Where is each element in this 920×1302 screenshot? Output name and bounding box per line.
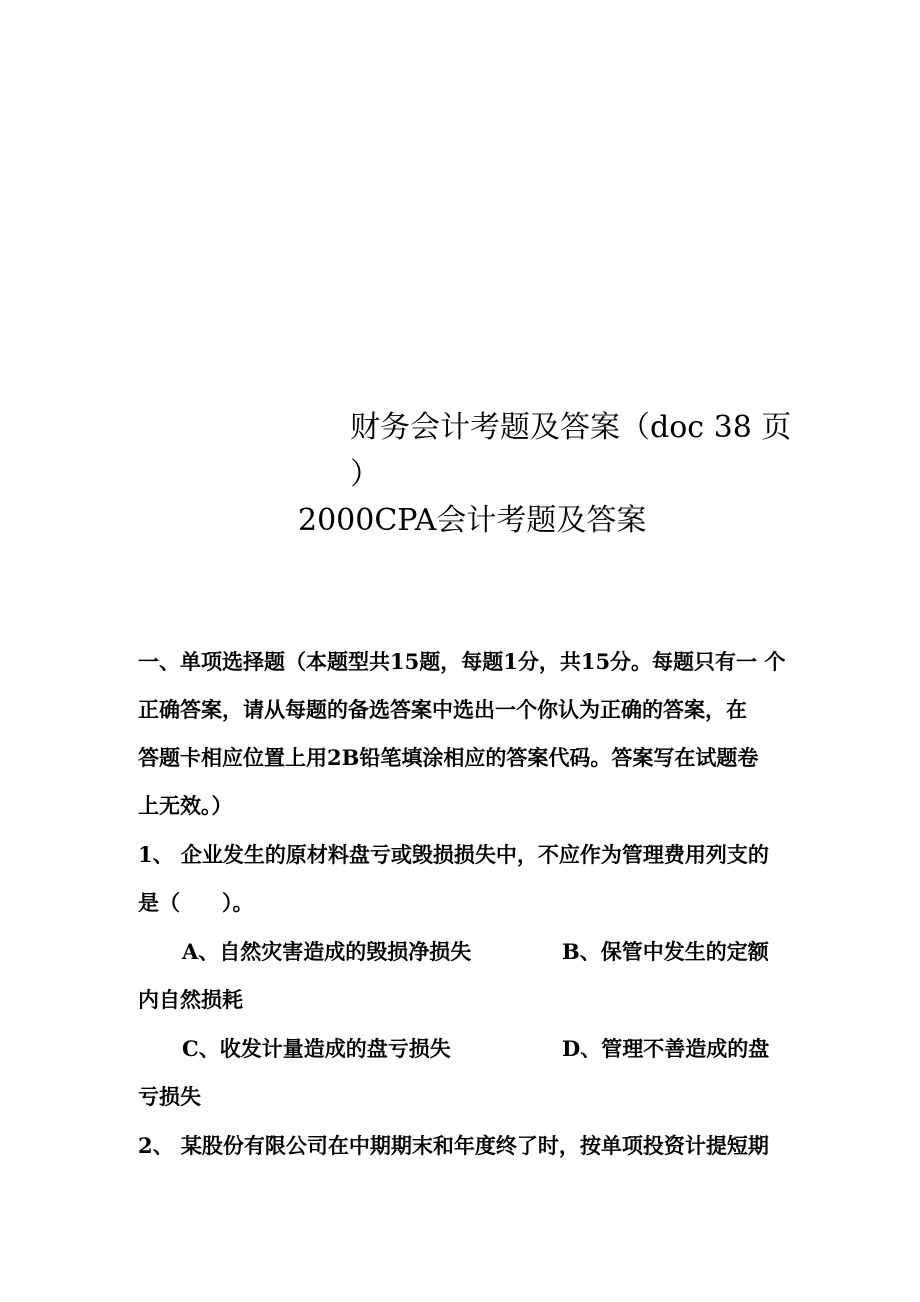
question-1-option-b: B、保管中发生的定额	[562, 939, 769, 964]
question-1-line-1: 1、 企业发生的原材料盘亏或毁损损失中，不应作为管理费用列支的	[138, 842, 769, 867]
question-1-option-c: C、收发计量造成的盘亏损失	[182, 1036, 451, 1061]
document-subtitle: 2000CPA会计考题及答案	[298, 503, 647, 538]
question-1-option-d-continued: 亏损失	[138, 1084, 201, 1109]
question-1-line-2: 是（ ）。	[138, 890, 254, 915]
section-instructions-line-3: 答题卡相应位置上用2B铅笔填涂相应的答案代码。答案写在试题卷	[138, 745, 759, 770]
question-1-option-a: A、自然灾害造成的毁损净损失	[182, 939, 472, 964]
question-1-option-d: D、管理不善造成的盘	[562, 1036, 770, 1061]
section-instructions-line-1: 一、单项选择题（本题型共15题，每题1分，共15分。每题只有一 个	[138, 649, 786, 674]
question-2-line-1: 2、 某股份有限公司在中期期末和年度终了时，按单项投资计提短期	[138, 1133, 769, 1158]
question-1-option-b-continued: 内自然损耗	[138, 987, 243, 1012]
section-instructions-line-4: 上无效。）	[138, 793, 233, 818]
document-title-close-paren: ）	[350, 457, 380, 492]
document-title: 财务会计考题及答案（doc 38 页	[350, 410, 792, 445]
section-instructions-line-2: 正确答案，请从每题的备选答案中选出一个你认为正确的答案，在	[138, 697, 747, 722]
